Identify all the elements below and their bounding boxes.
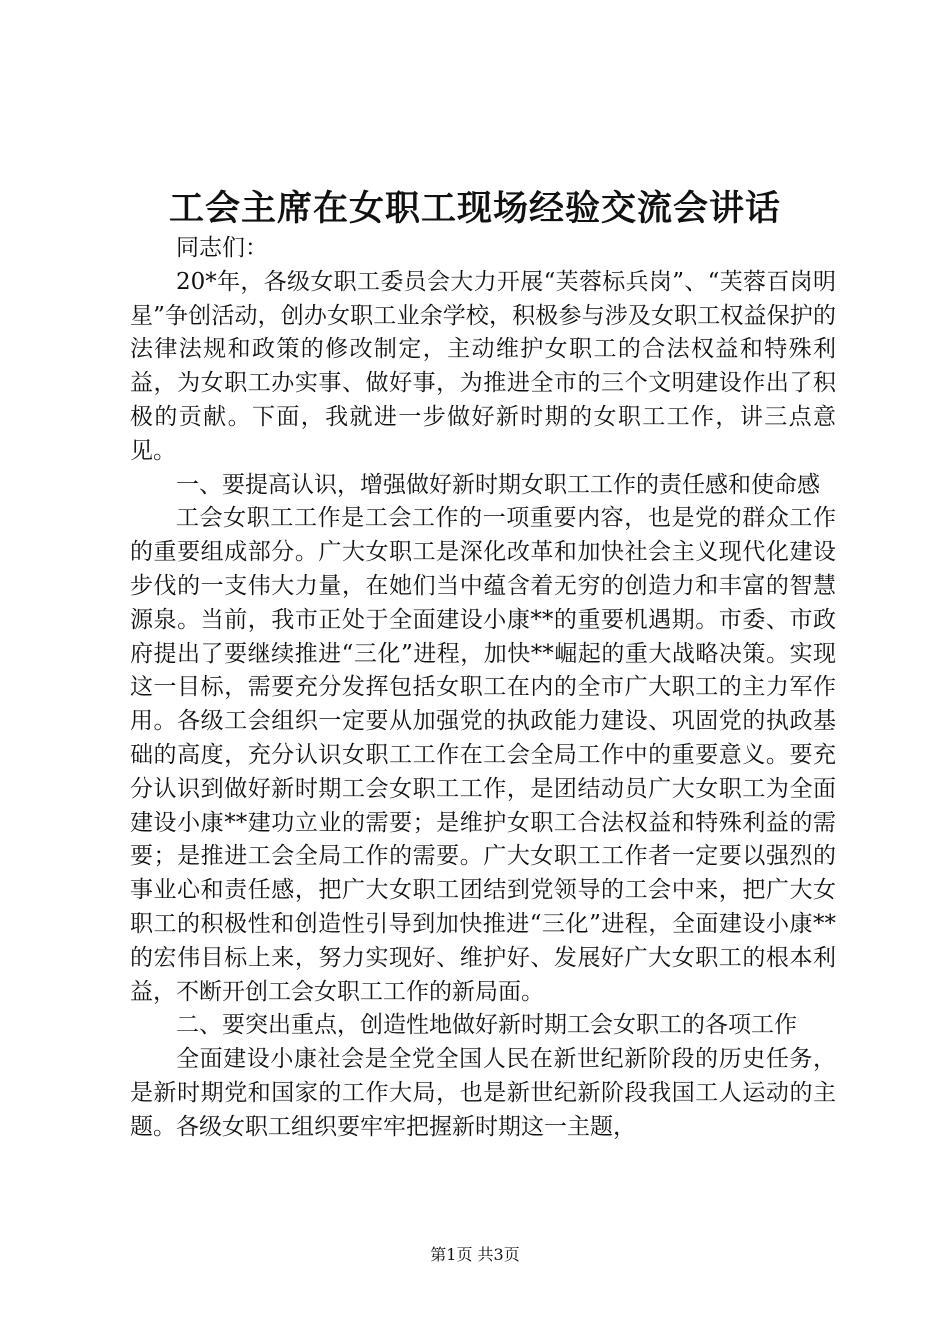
paragraph-section-1: 工会女职工工作是工会工作的一项重要内容，也是党的群众工作的重要组成部分。广大女职工是深化改革和加快社会主义现代化建设步伐的一支伟大力量，在她们当中蕴含着无穷的创造力和丰富的智慧源泉。当前，我市正处于全面建设小康**的重要机遇期。市委、市政府提出了要继续推进“三化”进程，加快**崛起的重大战略决策。实现这一目标，需要充分发挥包括女职工在内的全市广大职工的主力军作用。各级工会组织一定要从加强党的执政能力建设、巩固党的执政基础的高度，充分认识女职工工作在工会全局工作中的重要意义。要充分认识到做好新时期工会女职工工作，是团结动员广大女职工为全面建设小康**建功立业的需要；是维护女职工合法权益和特殊利益的需要；是推进工会全局工作的需要。广大女职工工作者一定要以强烈的事业心和责任感，把广大女职工团结到党领导的工会中来，把广大女职工的积极性和创造性引导到加快推进“三化”进程，全面建设小康**的宏伟目标上来，努力实现好、维护好、发展好广大女职工的根本利益，不断开创工会女职工工作的新局面。	[130, 505, 836, 1005]
page-number-footer: 第1页 共3页	[430, 1245, 520, 1264]
greeting: 同志们：	[176, 235, 268, 261]
section-heading-1: 一、要提高认识，增强做好新时期女职工工作的责任感和使命感	[176, 471, 820, 498]
document-body	[130, 232, 836, 1145]
paragraph-intro: 20*年，各级女职工委员会大力开展“芙蓉标兵岗”、“芙蓉百岗明星”争创活动，创办女职工业余学校，积极参与涉及女职工权益保护的法律法规和政策的修改制定，主动维护女职工的合法权益和特殊利益，为女职工办实事、做好事，为推进全市的三个文明建设作出了积极的贡献。下面，我就进一步做好新时期的女职工工作，讲三点意见。	[130, 268, 836, 464]
section-heading-2: 二、要突出重点，创造性地做好新时期工会女职工的各项工作	[176, 1012, 797, 1039]
document-title: 工会主席在女职工现场经验交流会讲话	[168, 188, 781, 229]
paragraph-section-2: 全面建设小康社会是全党全国人民在新世纪新阶段的历史任务，是新时期党和国家的工作大局，也是新世纪新阶段我国工人运动的主题。各级女职工组织要牢牢把握新时期这一主题，	[130, 1046, 836, 1140]
